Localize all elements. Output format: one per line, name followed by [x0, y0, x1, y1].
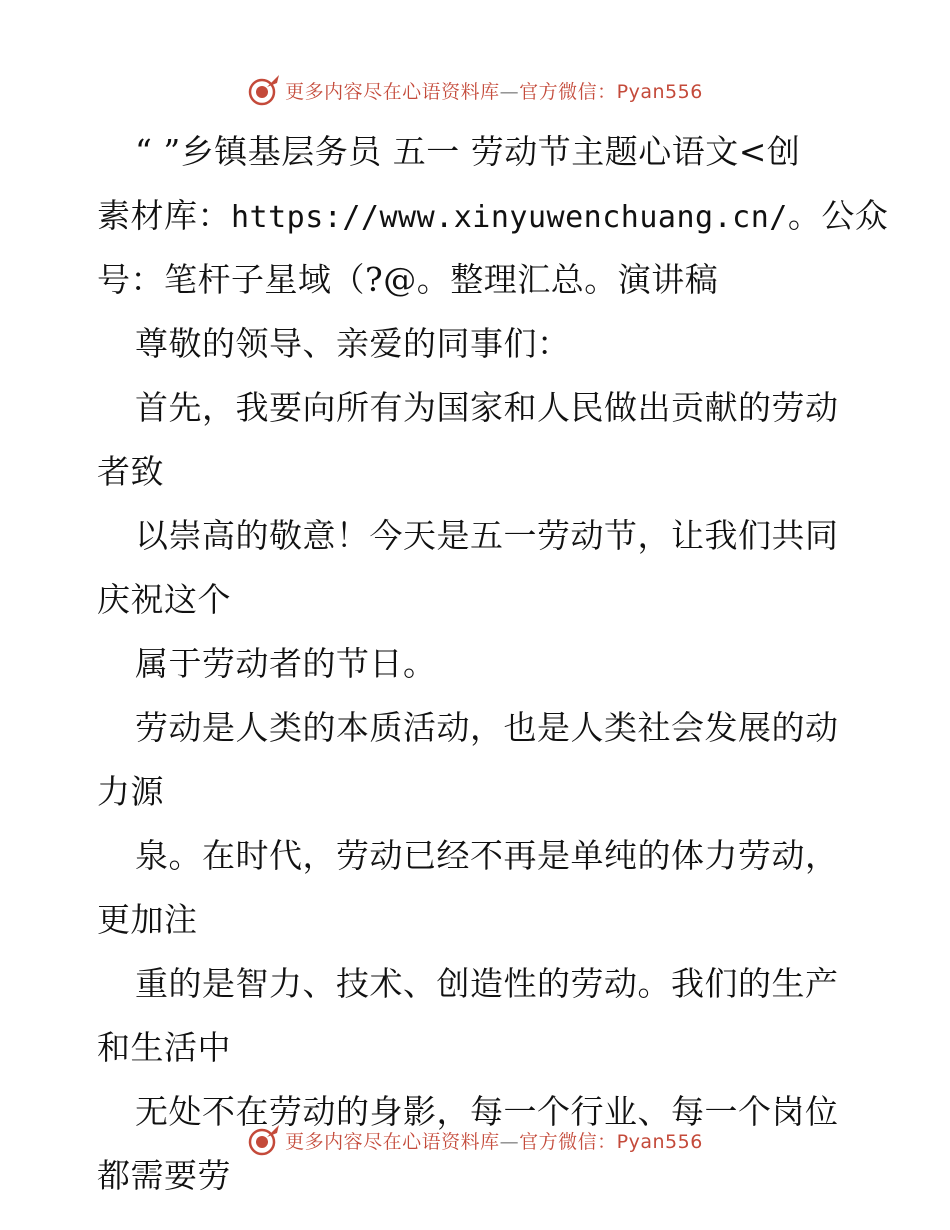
footer-banner [0, 1120, 950, 1160]
paragraph-line: 泉。在时代，劳动已经不再是单纯的体力劳动， [135, 836, 839, 875]
paragraph-line: 重的是智力、技术、创造性的劳动。我们的生产 [135, 964, 839, 1003]
paragraph-line: 首先，我要向所有为国家和人民做出贡献的劳动 [135, 388, 839, 427]
paragraph-line: 属于劳动者的节日。 [135, 644, 437, 683]
quill-seal-icon [247, 1123, 281, 1157]
doc-header-line-2: 素材库：https://www.xinyuwenchuang.cn/。公众 [97, 196, 889, 235]
paragraph-line: 者致 [97, 452, 164, 491]
paragraph-line: 和生活中 [97, 1028, 231, 1067]
paragraph-line: 无处不在劳动的身影，每一个行业、每一个岗位 [135, 1092, 839, 1131]
document-body [97, 120, 889, 1208]
banner-text: 更多内容尽在心语资料库—官方微信：Pyan556 [285, 80, 703, 103]
paragraph-line: 更加注 [97, 900, 198, 939]
header-banner [0, 70, 950, 110]
paragraph-line: 都需要劳 [97, 1156, 231, 1195]
paragraph-line: 力源 [97, 772, 164, 811]
doc-header-line-1: “ ”乡镇基层务员 五一 劳动节主题心语文<创 [135, 132, 801, 171]
banner-text: 更多内容尽在心语资料库—官方微信：Pyan556 [285, 1130, 703, 1153]
doc-header-line-3: 号：笔杆子星域（?@。整理汇总。演讲稿 [97, 260, 719, 299]
paragraph-line: 庆祝这个 [97, 580, 231, 619]
source-url: https://www.xinyuwenchuang.cn/ [231, 200, 788, 235]
paragraph-line: 尊敬的领导、亲爱的同事们： [135, 324, 571, 363]
paragraph-line: 劳动是人类的本质活动，也是人类社会发展的动 [135, 708, 839, 747]
quill-seal-icon [247, 73, 281, 107]
paragraph-line: 以崇高的敬意！今天是五一劳动节，让我们共同 [135, 516, 839, 555]
